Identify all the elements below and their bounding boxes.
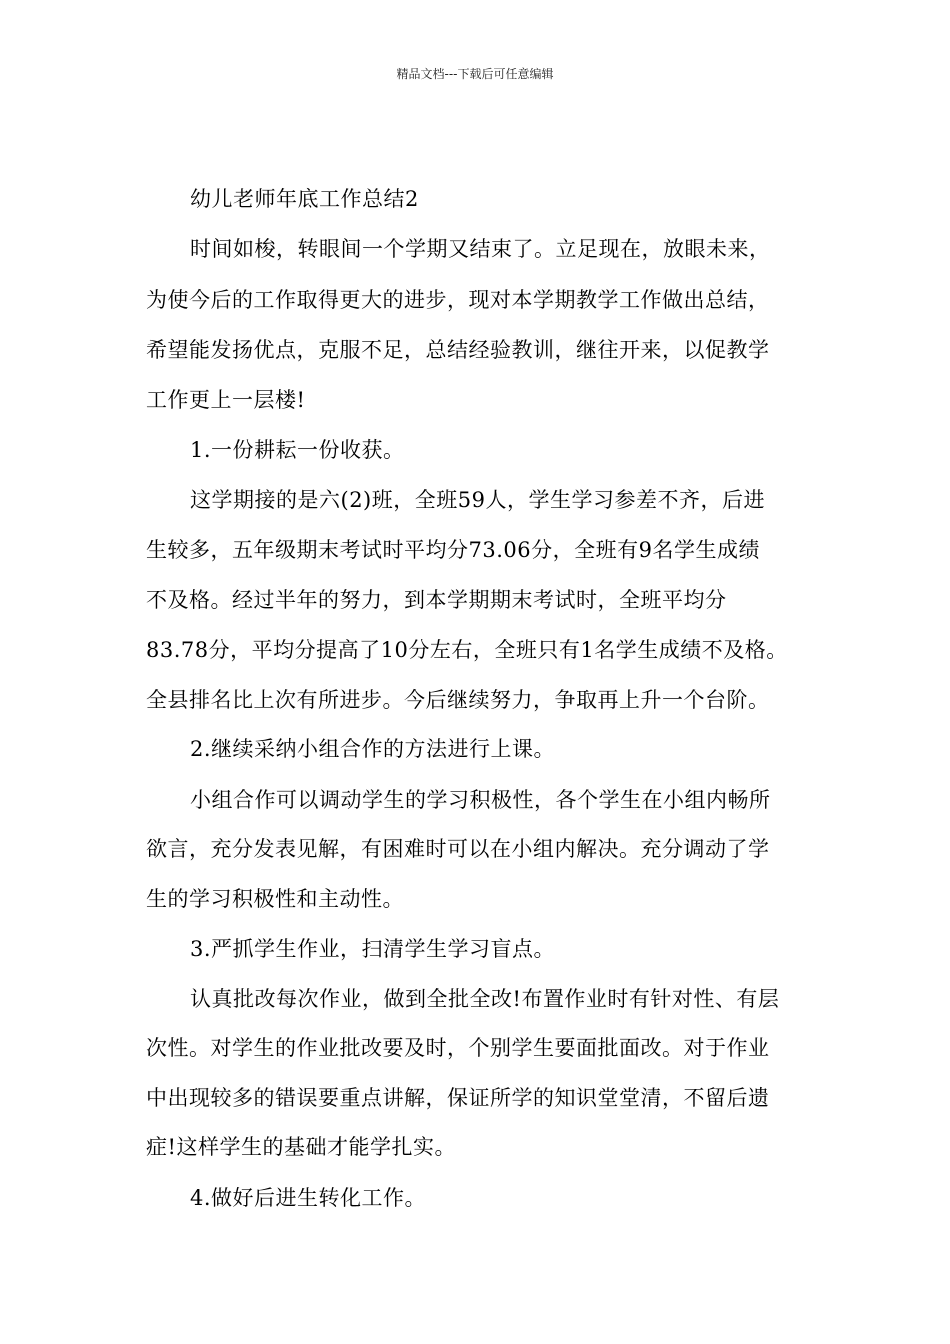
text-line: 不及格。经过半年的努力，到本学期期末考试时，全班平均分 [146, 588, 727, 612]
text-line: 全县排名比上次有所进步。今后继续努力，争取再上升一个台阶。 [146, 688, 770, 712]
text-line: 小组合作可以调动学生的学习积极性，各个学生在小组内畅所 [190, 788, 771, 812]
section-heading: 2.继续采纳小组合作的方法进行上课。 [190, 737, 556, 761]
text-line: 欲言，充分发表见解，有困难时可以在小组内解决。充分调动了学 [146, 837, 770, 861]
page-header: 精品文档---下载后可任意编辑 [396, 67, 554, 81]
text-line: 为使今后的工作取得更大的进步，现对本学期教学工作做出总结， [146, 288, 770, 312]
section-heading: 1.一份耕耘一份收获。 [190, 438, 405, 462]
text-line: 83.78分，平均分提高了10分左右，全班只有1名学生成绩不及格。 [146, 638, 788, 662]
document-title: 幼儿老师年底工作总结2 [190, 187, 419, 211]
text-line: 症!这样学生的基础才能学扎实。 [146, 1135, 456, 1159]
text-line: 工作更上一层楼! [146, 388, 306, 412]
text-line: 认真批改每次作业，做到全批全改!布置作业时有针对性、有层 [190, 987, 780, 1011]
text-line: 生较多，五年级期末考试时平均分73.06分，全班有9名学生成绩 [146, 538, 760, 562]
text-line: 次性。对学生的作业批改要及时，个别学生要面批面改。对于作业 [146, 1036, 770, 1060]
text-line: 中出现较多的错误要重点讲解，保证所学的知识堂堂清，不留后遗 [146, 1086, 770, 1110]
text-line: 时间如梭，转眼间一个学期又结束了。立足现在，放眼未来， [190, 237, 771, 261]
section-heading: 4.做好后进生转化工作。 [190, 1186, 427, 1210]
text-line: 希望能发扬优点，克服不足，总结经验教训，继往开来，以促教学 [146, 338, 770, 362]
text-line: 生的学习积极性和主动性。 [146, 887, 404, 911]
section-heading: 3.严抓学生作业，扫清学生学习盲点。 [190, 937, 556, 961]
text-line: 这学期接的是六(2)班，全班59人，学生学习参差不齐，后进 [190, 488, 765, 512]
